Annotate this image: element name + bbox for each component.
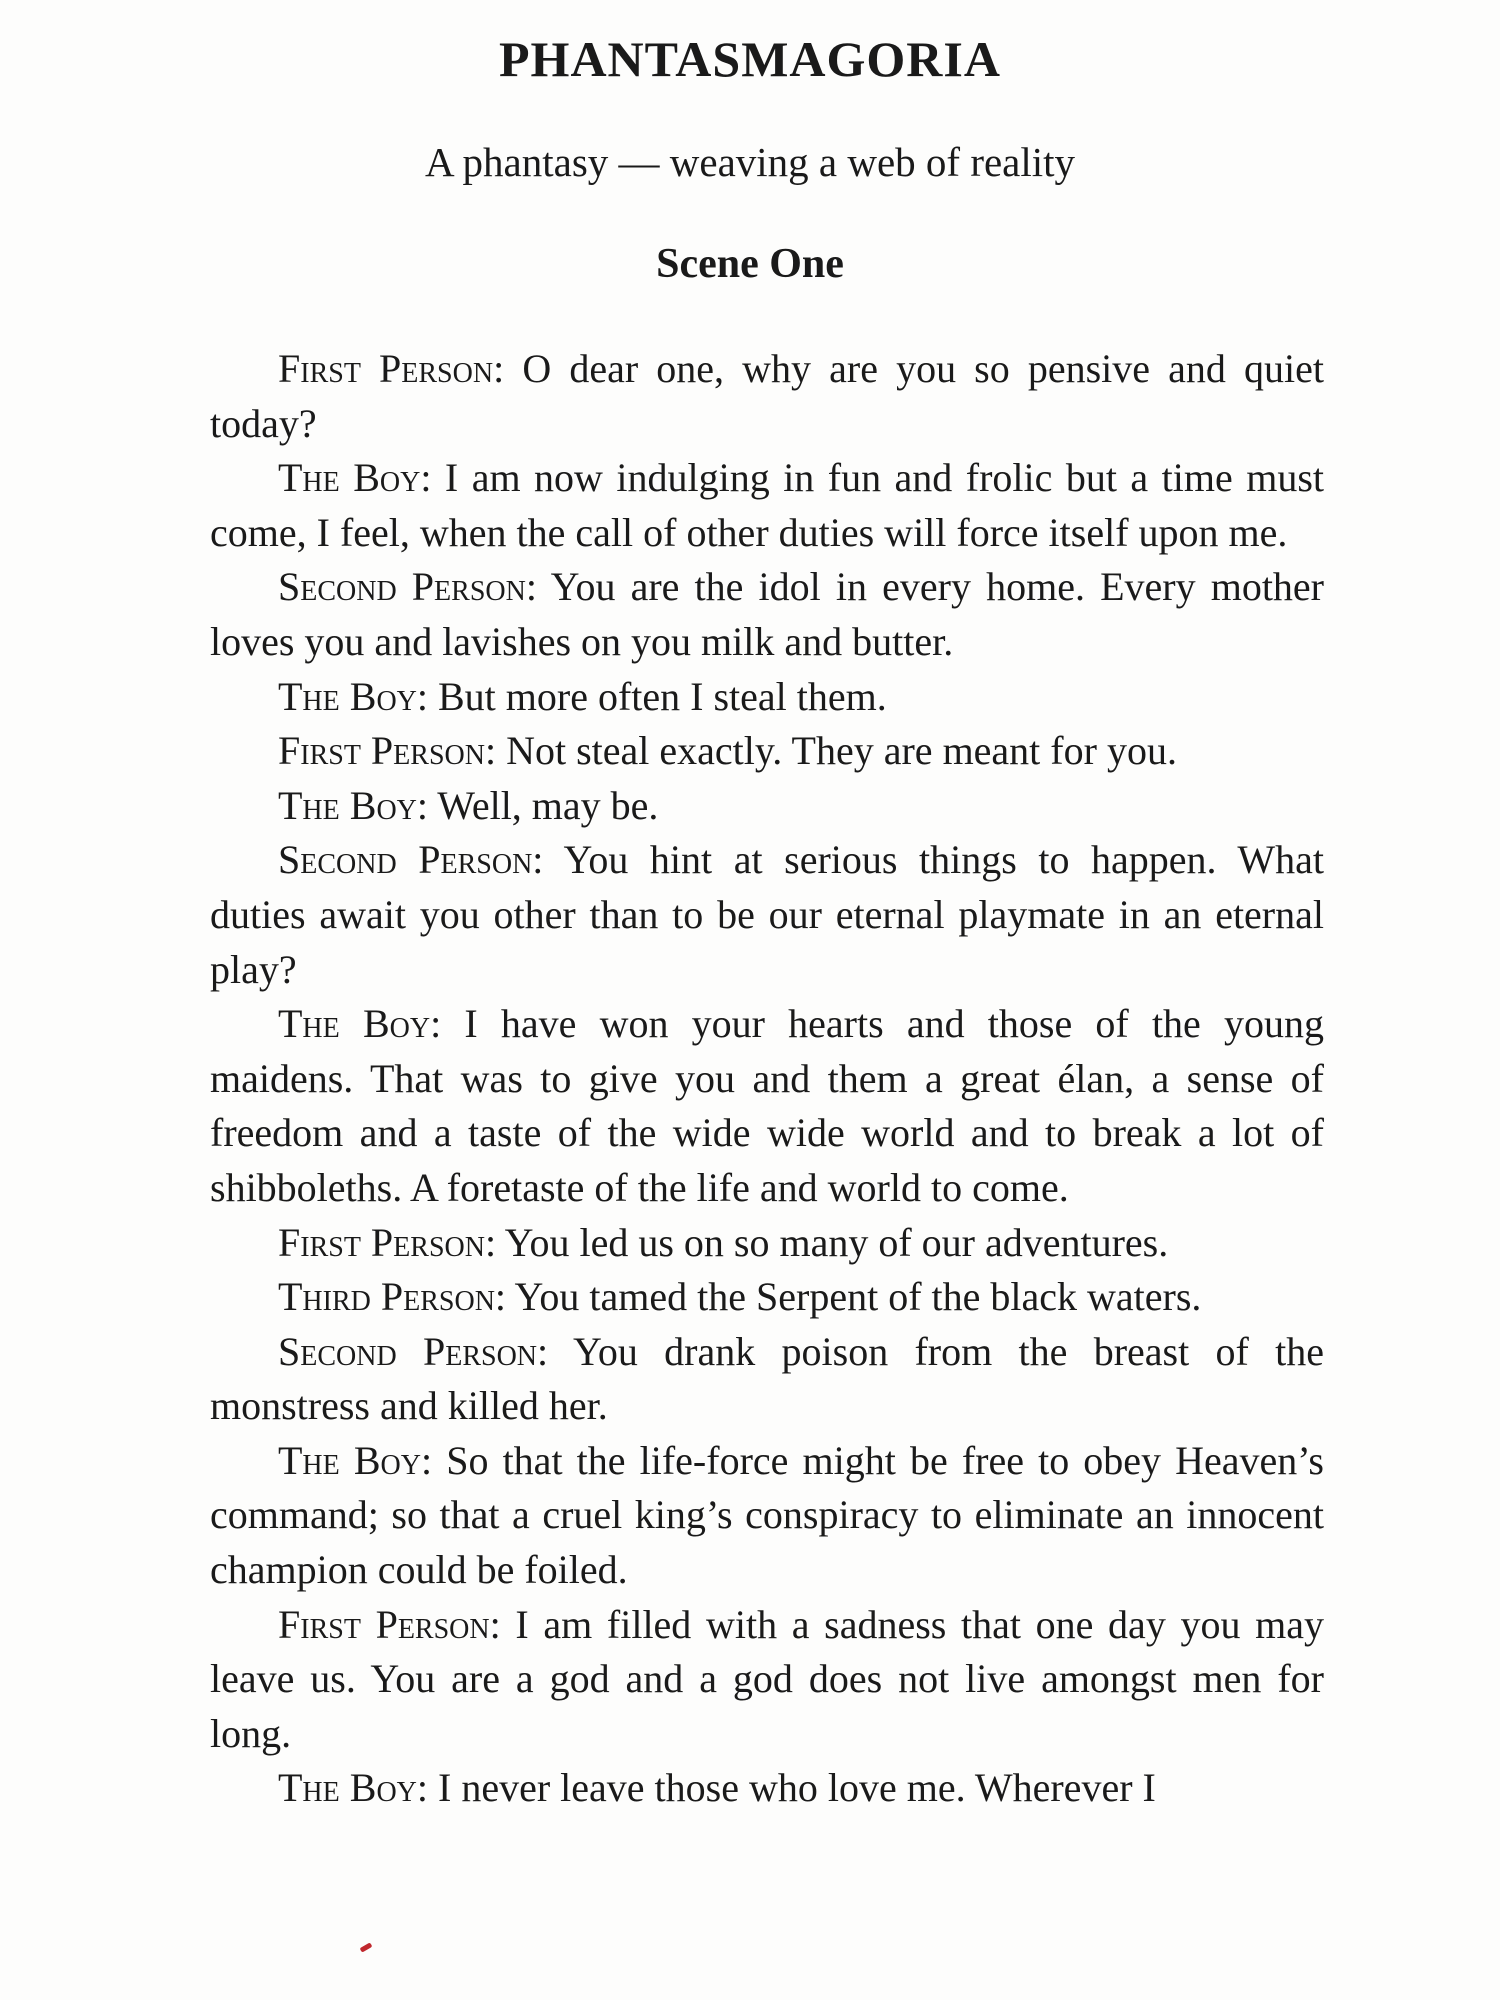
speaker-name: First Person: [278,728,497,774]
dialogue-line [210,670,1324,725]
line-text: I am now indulging in fun and frolic but a time must come, I feel, when the call of other duties will force itself upon me. [210,455,1324,555]
dialogue-line [210,1598,1324,1762]
dialogue-line [210,779,1324,834]
line-text: You hint at serious things to happen. What duties await you other than to be our eternal playmate in an eternal play? [210,837,1325,992]
line-text: I never leave those who love me. Wherever I [428,1765,1156,1811]
dialogue-body [210,342,1324,1816]
line-text: Well, may be. [428,782,659,828]
dialogue-line [210,1761,1324,1816]
speaker-name: The Boy: [278,1765,428,1811]
dialogue-line [210,1434,1324,1598]
speaker-name: The Boy: [278,782,428,828]
line-text: So that the life-force might be free to obey Heaven’s command; so that a cruel king’s conspiracy to eliminate an innocent champion could be foiled. [210,1437,1324,1593]
dialogue-line [210,724,1324,779]
dialogue-line [210,342,1324,451]
speaker-name: Second Person: [278,1328,549,1374]
line-text: O dear one, why are you so pensive and quiet today? [210,346,1325,446]
speaker-name: The Boy: [278,455,432,501]
line-text: You are the idol in every home. Every mother loves you and lavishes on you milk and butter. [210,564,1325,664]
page-subtitle: A phantasy — weaving a web of reality [424,139,1076,185]
line-text: You drank poison from the breast of the monstress and killed her. [210,1328,1324,1429]
line-text: I have won your hearts and those of the young maidens. That was to give you and them a great élan, a sense of freedom and a taste of the wide wide world and to break a lot of shibboleths. A foretaste of the life and world to come. [210,1001,1324,1210]
page-title: PHANTASMAGORIA [499,31,1001,87]
speaker-name: Second Person: [278,837,544,883]
line-text: Not steal exactly. They are meant for you. [496,728,1177,774]
speaker-name: First Person: [278,1219,497,1265]
speaker-name: Third Person: [278,1274,507,1320]
line-text: You led us on so many of our adventures. [496,1219,1169,1265]
dialogue-line [210,560,1324,669]
dialogue-line [210,1270,1324,1325]
dialogue-line [210,1325,1324,1434]
speaker-name: The Boy: [278,673,428,719]
speaker-name: The Boy: [278,1437,433,1483]
dialogue-line [210,451,1324,560]
dialogue-line [210,997,1324,1215]
dialogue-line [210,833,1324,997]
red-ink-mark [360,1942,373,1952]
dialogue-line [210,1216,1324,1271]
speaker-name: The Boy: [278,1001,442,1047]
line-text: But more often I steal them. [428,673,887,719]
line-text: You tamed the Serpent of the black waters. [506,1274,1202,1320]
speaker-name: Second Person: [278,564,537,610]
line-text: I am filled with a sadness that one day you may leave us. You are a god and a god does not live amongst men for long. [210,1601,1324,1756]
speaker-name: First Person: [278,1601,501,1647]
scene-heading: Scene One [656,241,844,287]
speaker-name: First Person: [278,346,505,391]
